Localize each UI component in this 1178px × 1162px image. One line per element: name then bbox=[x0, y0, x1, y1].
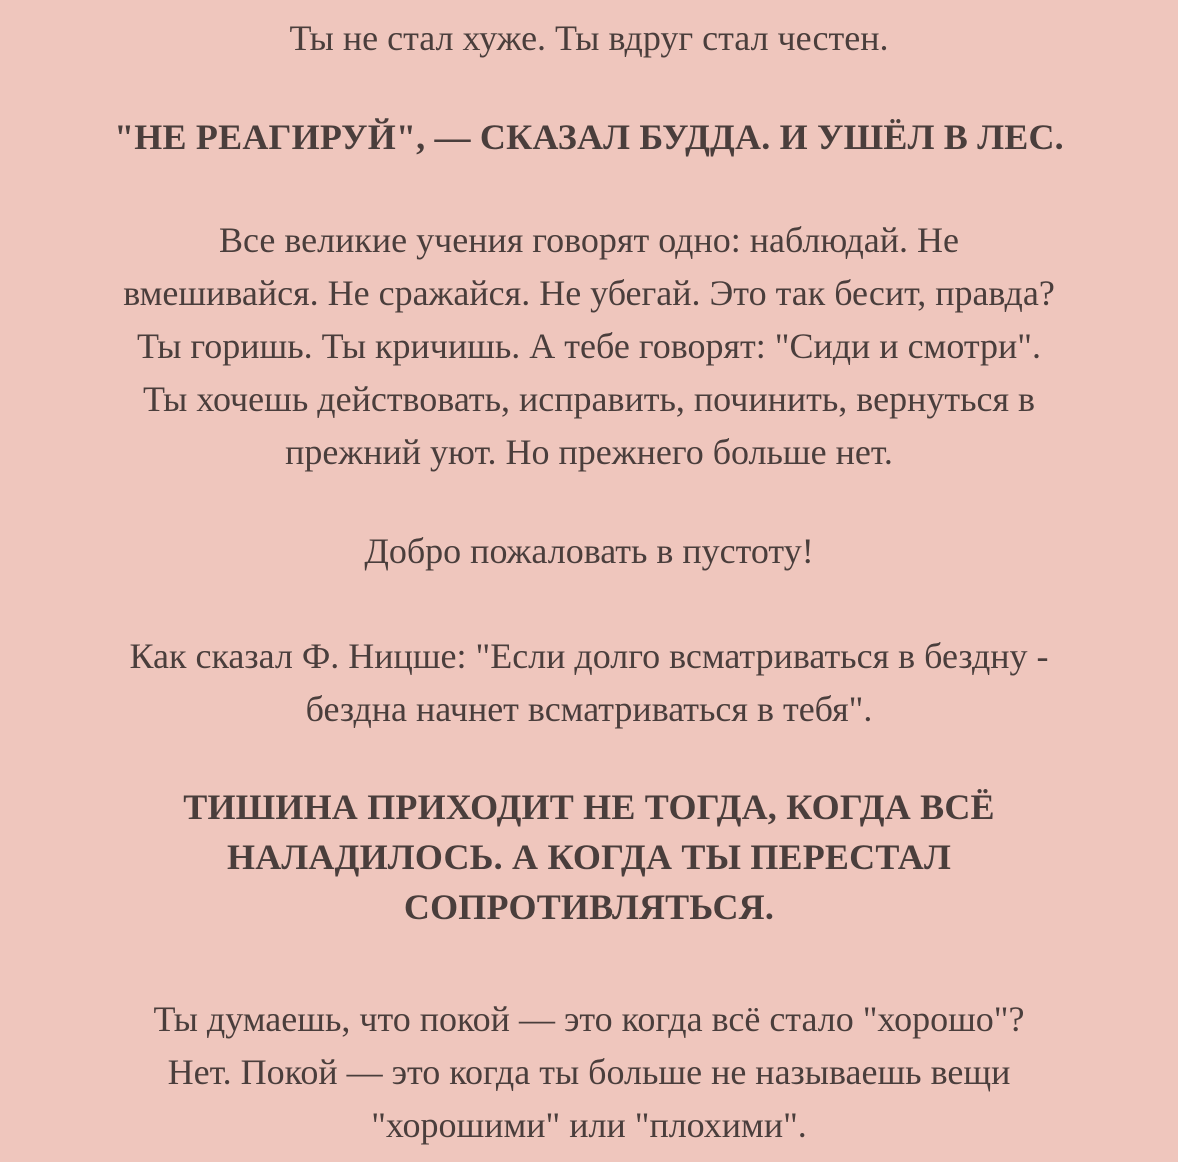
heading-silence-line: НАЛАДИЛОСЬ. А КОГДА ТЫ ПЕРЕСТАЛ bbox=[227, 837, 951, 877]
nietzsche-quote bbox=[0, 630, 1178, 736]
paragraph-line: вмешивайся. Не сражайся. Не убегай. Это так бесит, правда? bbox=[123, 273, 1055, 313]
heading-silence-line: СОПРОТИВЛЯТЬСЯ. bbox=[403, 887, 775, 927]
intro-line bbox=[0, 12, 1178, 65]
paragraph-line: Нет. Покой — это когда ты больше не называешь вещи bbox=[167, 1052, 1011, 1092]
paragraph-observe bbox=[0, 214, 1178, 479]
paragraph-line: прежний уют. Но прежнего больше нет. bbox=[285, 432, 893, 472]
quote-line: бездна начнет всматриваться в тебя". bbox=[305, 689, 873, 729]
heading-silence bbox=[0, 782, 1178, 932]
welcome-line bbox=[0, 525, 1178, 578]
paragraph-line: Ты думаешь, что покой — это когда всё стало "хорошо"? bbox=[153, 999, 1025, 1039]
welcome-text: Добро пожаловать в пустоту! bbox=[364, 531, 814, 571]
paragraph-peace bbox=[0, 993, 1178, 1152]
paragraph-line: Ты хочешь действовать, исправить, починить, вернуться в bbox=[142, 379, 1036, 419]
intro-text: Ты не стал хуже. Ты вдруг стал честен. bbox=[289, 18, 889, 58]
heading-buddha-text: "НЕ РЕАГИРУЙ", — СКАЗАЛ БУДДА. И УШЁЛ В ЛЕС. bbox=[114, 117, 1064, 157]
heading-silence-line: ТИШИНА ПРИХОДИТ НЕ ТОГДА, КОГДА ВСЁ bbox=[183, 787, 995, 827]
paragraph-line: Все великие учения говорят одно: наблюдай. Не bbox=[218, 220, 959, 260]
paragraph-line: Ты горишь. Ты кричишь. А тебе говорят: "Сиди и смотри". bbox=[137, 326, 1041, 366]
heading-buddha bbox=[0, 112, 1178, 162]
paragraph-line: "хорошими" или "плохими". bbox=[371, 1105, 807, 1145]
quote-line: Как сказал Ф. Ницше: "Если долго всматриваться в бездну - bbox=[129, 636, 1049, 676]
